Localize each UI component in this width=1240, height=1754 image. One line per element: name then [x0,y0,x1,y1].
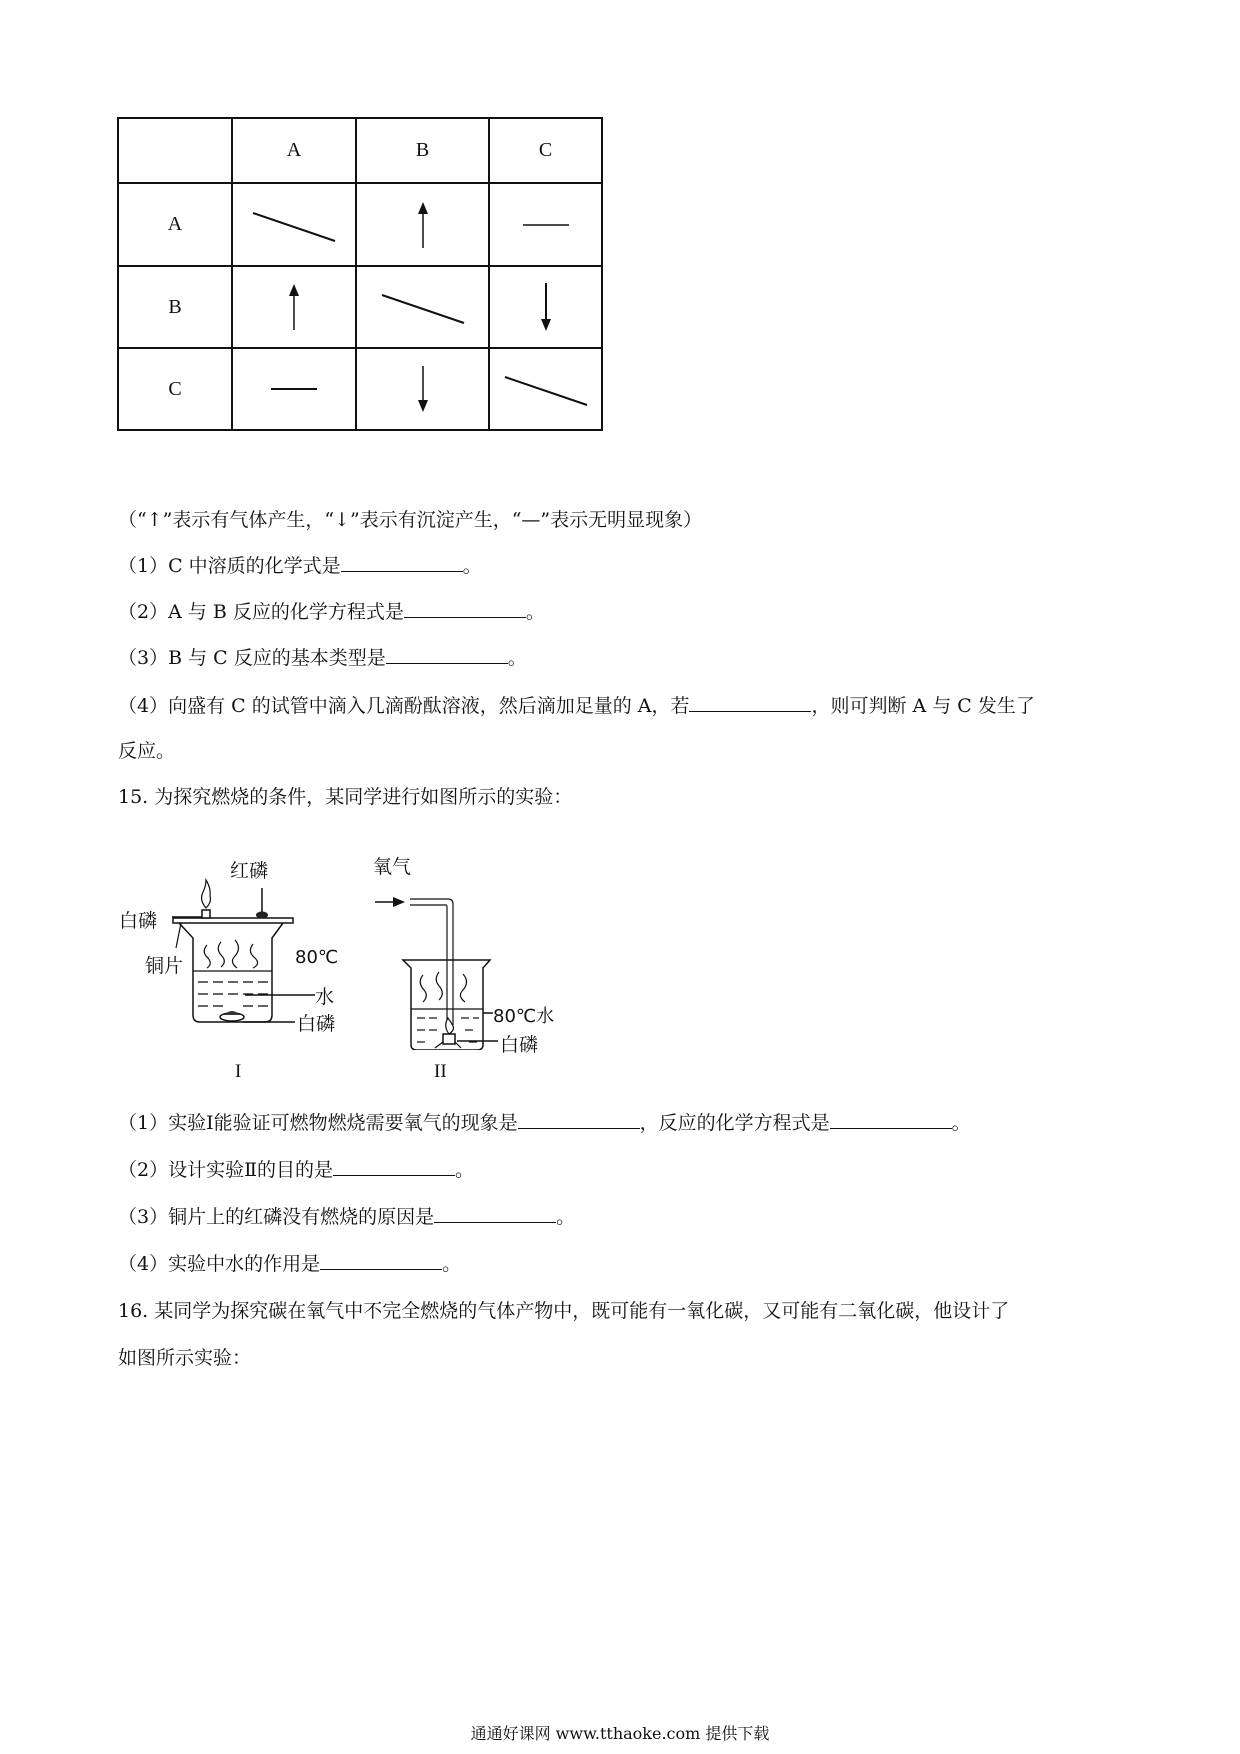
row-label: C [118,348,232,430]
q15-item-3 [118,1204,575,1229]
label-white-phosphorus-top: 白磷 [119,910,158,932]
answer-blank[interactable] [320,1251,442,1270]
answer-blank[interactable] [404,599,526,618]
legend-note: （“↑”表示有气体产生，“↓”表示有沉淀产生，“—”表示无明显现象） [118,509,703,531]
q16-stem-line1: 16. 某同学为探究碳在氧气中不完全燃烧的气体产物中，既可能有一氧化碳，又可能有二氧化碳，他设计了 [118,1300,1010,1322]
no-change-cell [232,348,356,430]
q16-stem-line2: 如图所示实验： [118,1347,252,1369]
up-arrow-icon [284,282,304,332]
down-arrow-icon [413,364,433,414]
label-red-phosphorus: 红磷 [230,860,269,882]
q14-item-2-text: （2）A 与 B 反应的化学方程式是 [118,601,404,623]
figure-1-label: I [235,1061,242,1082]
answer-blank[interactable] [830,1110,952,1129]
q14-item-1 [118,553,482,578]
answer-blank[interactable] [341,553,463,572]
q14-item-3-end: 。 [507,647,527,669]
q14-item-2 [118,599,545,624]
q15-item-4 [118,1251,461,1276]
no-change-cell [489,183,602,266]
label-white-phosphorus: 白磷 [500,1034,539,1056]
q15-item-4-end: 。 [442,1253,462,1275]
label-copper-plate: 铜片 [145,955,184,977]
label-water: 水 [315,986,335,1008]
figure-2-label: II [434,1061,447,1082]
table-row [118,183,602,266]
self-cell [232,183,356,266]
answer-blank[interactable] [386,645,508,664]
q14-item-1-text: （1）C 中溶质的化学式是 [118,555,341,577]
diagonal-line-icon [249,205,339,245]
answer-blank[interactable] [689,693,811,712]
answer-blank[interactable] [434,1204,556,1223]
q15-item-3-text: （3）铜片上的红磷没有燃烧的原因是 [118,1206,435,1228]
label-temperature: 80℃ [295,947,339,968]
q15-item-4-text: （4）实验中水的作用是 [118,1253,321,1275]
table-row [118,266,602,348]
precipitate-cell [356,348,489,430]
figure-experiment-1 [115,850,365,1050]
gas-cell [356,183,489,266]
table-corner-cell [118,118,232,183]
q15-item-1 [118,1110,971,1135]
table-header-cell: C [489,118,602,183]
dash-icon [521,220,571,230]
q15-item-1-text: （1）实验Ⅰ能验证可燃物燃烧需要氧气的现象是 [118,1112,518,1134]
diagonal-line-icon [378,287,468,327]
row-label: A [118,183,232,266]
label-hot-water: 80℃水 [493,1006,555,1027]
table-header-cell: A [232,118,356,183]
q14-item-4-text: （4）向盛有 C 的试管中滴入几滴酚酞溶液，然后滴加足量的 A，若 [118,695,690,717]
table-header-row [118,118,602,183]
q15-item-2-text: （2）设计实验Ⅱ的目的是 [118,1159,334,1181]
q14-item-3 [118,645,527,670]
label-oxygen: 氧气 [373,856,412,878]
q15-item-2-end: 。 [455,1159,475,1181]
q15-item-1-mid: ，反应的化学方程式是 [639,1112,830,1134]
gas-cell [232,266,356,348]
reaction-table [117,117,603,431]
self-cell [489,348,602,430]
figure-experiment-2 [365,850,585,1056]
q15-item-2 [118,1157,474,1182]
q15-stem: 15. 为探究燃烧的条件，某同学进行如图所示的实验： [118,786,573,808]
table-header-cell: B [356,118,489,183]
precipitate-cell [489,266,602,348]
self-cell [356,266,489,348]
q15-item-3-end: 。 [556,1206,576,1228]
answer-blank[interactable] [518,1110,640,1129]
q14-item-4-cont: ，则可判断 A 与 C 发生了 [811,695,1035,717]
q14-item-4 [118,693,1035,718]
down-arrow-icon [536,281,556,333]
q14-item-4-line2: 反应。 [118,740,176,762]
q14-item-3-text: （3）B 与 C 反应的基本类型是 [118,647,386,669]
answer-blank[interactable] [333,1157,455,1176]
q14-item-1-end: 。 [462,555,482,577]
label-white-phosphorus-bottom: 白磷 [297,1013,336,1035]
diagonal-line-icon [501,369,591,409]
q14-item-2-end: 。 [525,601,545,623]
row-label: B [118,266,232,348]
up-arrow-icon [413,200,433,250]
dash-icon [269,384,319,394]
q15-item-1-end: 。 [951,1112,971,1134]
table-row [118,348,602,430]
page-footer: 通通好课网 www.tthaoke.com 提供下载 [470,1724,770,1743]
